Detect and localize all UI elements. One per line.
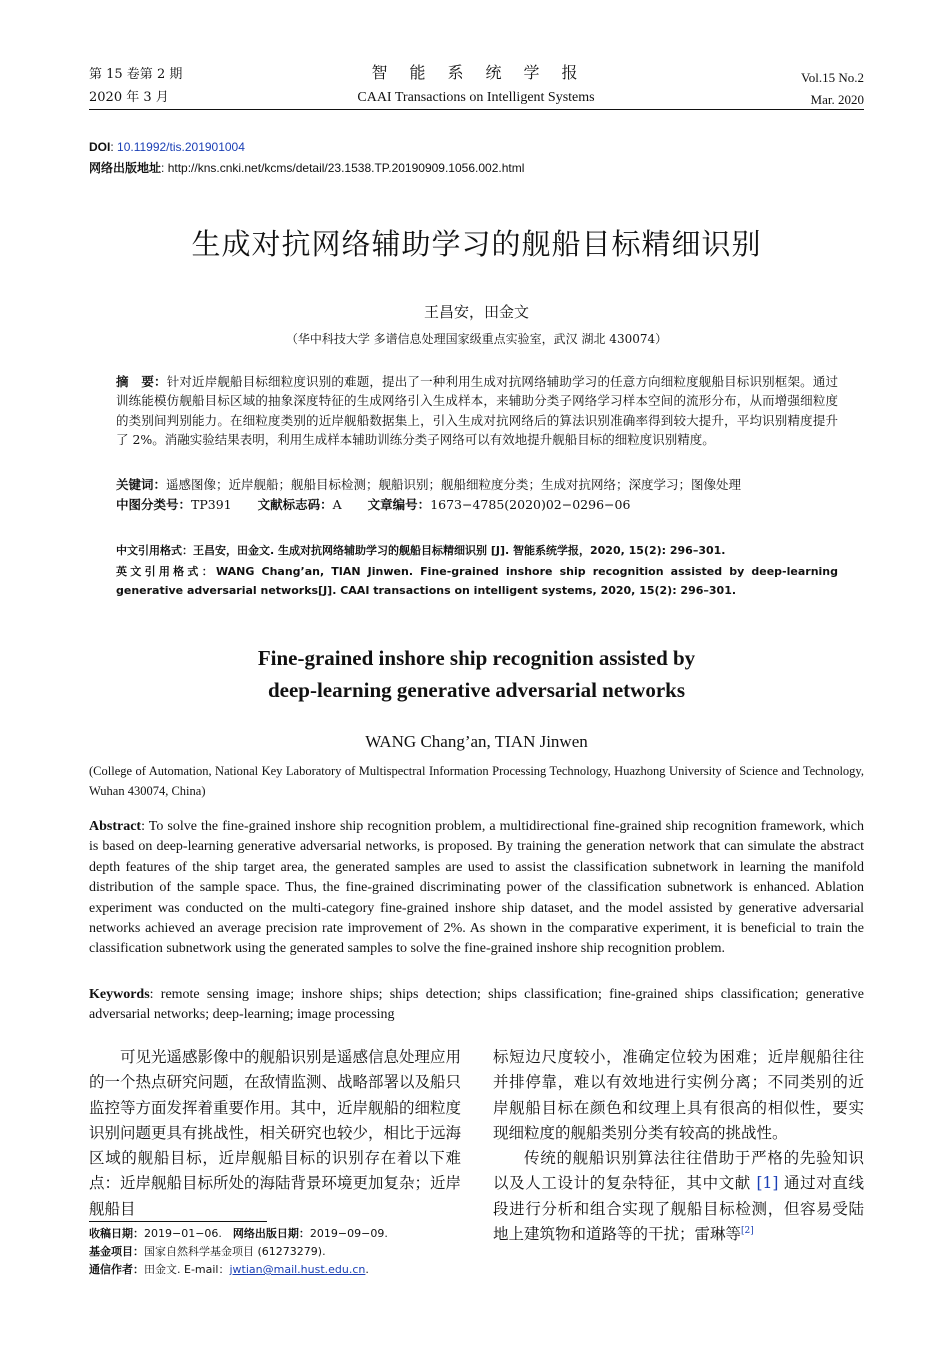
header-volume-en: Vol.15 No.2 <box>801 70 864 85</box>
body-left-paragraph: 可见光遥感影像中的舰船识别是遥感信息处理应用的一个热点研究问题，在敌情监测、战略部署以及船只监控等方面发挥着重要作用。其中，近岸舰船的细粒度识别问题更具有挑战性，相关研究也较少，相比于远海区域的舰船目标，近岸舰船目标的识别存在着以下难点：近岸舰船目标所处的海陆背景环境更加复杂；近岸舰船目 <box>89 1048 462 1218</box>
citation-en <box>116 562 838 600</box>
body-right-paragraph-2 <box>493 1146 864 1247</box>
abstract-cn <box>116 372 838 450</box>
doi-link[interactable]: 10.11992/tis.201901004 <box>117 140 245 154</box>
fund-value: 国家自然科学基金项目 (61273279). <box>144 1245 326 1258</box>
online-address-link[interactable]: http://kns.cnki.net/kcms/detail/23.1538.TP.20190909.1056.002.html <box>167 161 525 175</box>
article-number-value: 1673−4785(2020)02−0296−06 <box>430 497 631 512</box>
abstract-cn-label: 摘 要： <box>116 374 167 389</box>
header-journal-en: CAAI Transactions on Intelligent Systems <box>357 90 595 105</box>
keywords-en-label: Keywords <box>89 987 150 1002</box>
footnote-rule <box>89 1221 267 1222</box>
footnote-author <box>89 1261 461 1279</box>
affiliation-cn: （华中科技大学 多谱信息处理国家级重点实验室，武汉 湖北 430074） <box>285 332 668 346</box>
body-left-column <box>89 1045 461 1222</box>
author-email-end: . <box>365 1263 369 1276</box>
affiliation-en: (College of Automation, National Key Laboratory of Multispectral Information Processing Technology, Huazhong University of Science and Technology, Wuhan 430074, China) <box>89 764 864 798</box>
article-number-label: 文章编号： <box>367 497 431 512</box>
abstract-en <box>89 817 864 960</box>
body-right-paragraph-1: 标短边尺度较小，准确定位较为困难；近岸舰船往往并排停靠，难以有效地进行实例分离；不同类别的近岸舰船目标在颜色和纹理上具有很高的相似性，要实现细粒度的舰船类别分类有较高的挑战性。 <box>493 1048 864 1142</box>
citation-en-text: WANG Chang’an, TIAN Jinwen. Fine-grained inshore ship recognition assisted by deep-learning generative adversarial networks[J]. CAAI transactions on intelligent systems, 2020, 15(2): 296–301. <box>116 565 839 597</box>
keywords-en-text: : remote sensing image; inshore ships; ships detection; ships classification; fine-grained ships classification; generative adversarial networks; deep-learning; image processing <box>89 987 864 1023</box>
keywords-cn <box>116 475 838 494</box>
footnote-fund <box>89 1243 461 1261</box>
keywords-cn-text: 遥感图像；近岸舰船；舰船目标检测；舰船识别；舰船细粒度分类；生成对抗网络；深度学习；图像处理 <box>166 477 742 492</box>
online-date-label: 网络出版日期： <box>232 1227 310 1240</box>
doc-code-label: 文献标志码： <box>257 497 333 512</box>
citation-cn-text: 王昌安，田金文. 生成对抗网络辅助学习的舰船目标精细识别 [J]. 智能系统学报，2020, 15(2): 296–301. <box>193 544 726 557</box>
header-date-en: Mar. 2020 <box>810 92 864 107</box>
clc-label: 中图分类号： <box>116 497 192 512</box>
classification-line <box>116 495 838 514</box>
citation-cn <box>116 541 838 560</box>
reference-link-2[interactable]: [2] <box>741 1225 754 1236</box>
title-en-line1: Fine-grained inshore ship recognition assisted by <box>257 646 696 670</box>
keywords-cn-label: 关键词： <box>116 477 167 492</box>
body-right-column <box>493 1045 864 1247</box>
header-volume-cn: 第 15 卷第 2 期 <box>89 67 183 82</box>
author-email-link[interactable]: jwtian@mail.hust.edu.cn <box>229 1263 366 1276</box>
doc-code-value: A <box>332 497 342 512</box>
title-en <box>89 642 864 706</box>
header-journal-cn: 智 能 系 统 学 报 <box>371 63 581 82</box>
header-date-cn: 2020 年 3 月 <box>89 90 169 105</box>
abstract-cn-text: 针对近岸舰船目标细粒度识别的难题，提出了一种利用生成对抗网络辅助学习的任意方向细粒度舰船目标识别框架。通过训练能模仿舰船目标区域的抽象深度特征的生成网络引入生成样本，来辅助分类子网络学习样本空间的流形分布，从而增强细粒度的类别间判别能力。在细粒度类别的近岸舰船数据集上，引入生成对抗网络后的算法识别准确率得到较大提升，平均识别精度提升了 2%。消融实验结果表明，利用生成样本辅助训练分类子网络可以有效地提升舰船目标的细粒度识别精度。 <box>116 374 838 448</box>
online-address-label: 网络出版地址 <box>89 161 162 175</box>
footnote-dates <box>89 1225 461 1243</box>
title-cn: 生成对抗网络辅助学习的舰船目标精细识别 <box>191 227 762 261</box>
doi-label: DOI <box>89 140 111 154</box>
footnotes <box>89 1225 461 1279</box>
corresponding-author-value: 田金文. E-mail： <box>144 1263 230 1276</box>
keywords-en <box>89 985 864 1026</box>
abstract-en-label: Abstract <box>89 819 142 834</box>
citation-cn-label: 中文引用格式： <box>116 544 193 557</box>
received-value: 2019−01−06. <box>144 1227 222 1240</box>
body-right-paragraph-2a: 传统的舰船识别算法往往借助于严格的先验知识以及人工设计的复杂特征，其中文献 <box>493 1149 864 1193</box>
authors-en: WANG Chang’an, TIAN Jinwen <box>365 732 588 751</box>
corresponding-author-label: 通信作者： <box>89 1263 144 1276</box>
online-date-value: 2019−09−09. <box>309 1227 388 1240</box>
abstract-en-text: : To solve the fine-grained inshore ship recognition problem, a multidirectional fine-grained ship recognition framework, which is based on deep-learning generative adversarial networks, is proposed. By training the generation network that can simulate the abstract depth features of the ship target area, the generated samples are used to assist the classification subnetwork in learning the manifold distribution of the sample space. Thus, the fine-grained discriminating power of the classification subnetwork is enhanced. Ablation experiment was conducted on the multi-category fine-grained inshore ship dataset, and the model assisted by generative adversarial networks achieved an average precision rate improvement of 2%. As shown in the comparative experiment, it is beneficial to train the classification subnetwork using the generated samples to solve the fine-grained inshore ship recognition problem. <box>89 819 864 957</box>
online-address-line: 网络出版地址: http://kns.cnki.net/kcms/detail/23.1538.TP.20190909.1056.002.html <box>89 161 525 175</box>
reference-link-1[interactable]: [1] <box>756 1174 779 1193</box>
clc-value: TP391 <box>191 497 232 512</box>
body-right-paragraph-2b: 通过对直线段进行分析和组合实现了舰船目标检测，但容易受陆地上建筑物和道路等的干扰；雷琳等 <box>493 1174 864 1244</box>
fund-label: 基金项目： <box>89 1245 144 1258</box>
header-rule <box>89 109 864 110</box>
doi-line: DOI: 10.11992/tis.201901004 <box>89 140 245 154</box>
citation-en-label: 英文引用格式： <box>116 565 216 578</box>
authors-cn: 王昌安，田金文 <box>423 303 529 321</box>
received-label: 收稿日期： <box>89 1227 144 1240</box>
title-en-line2: deep-learning generative adversarial networks <box>267 678 686 702</box>
